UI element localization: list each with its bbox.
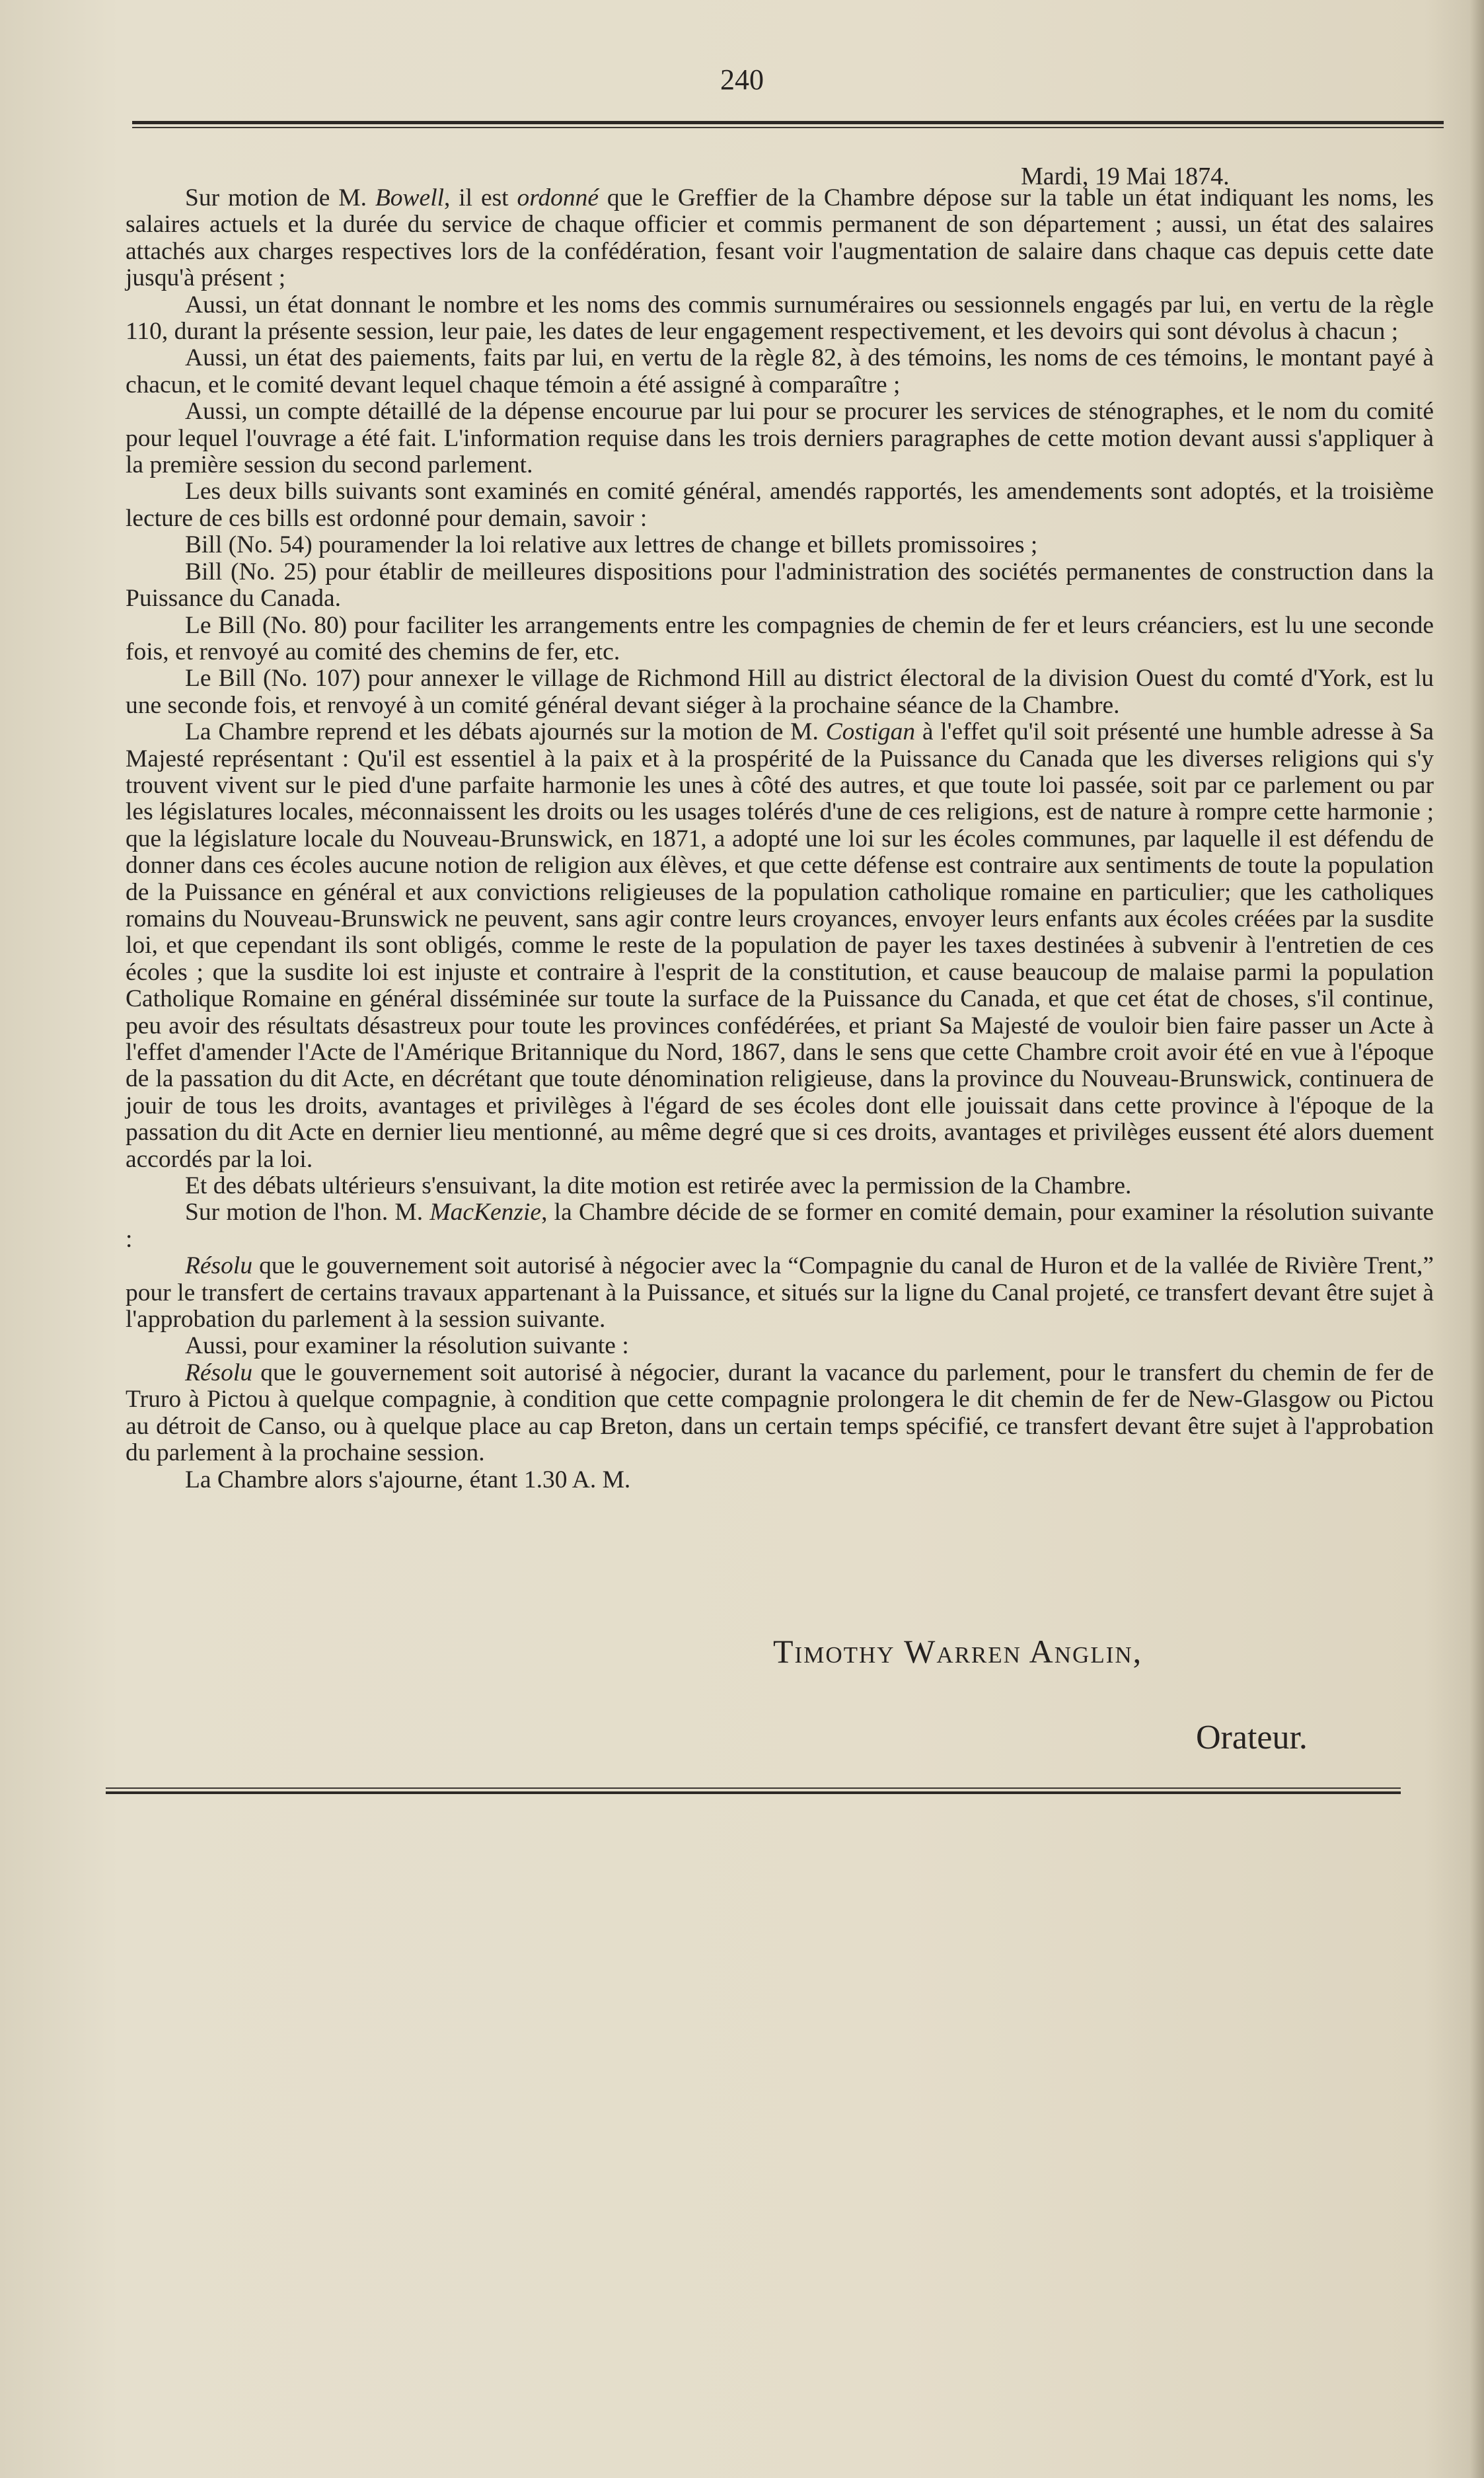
text-run: que le gouvernement soit autorisé à négocier, durant la vacance du parlement, pour le transfert du chemin de fer de Truro à Pictou à quelque compagnie, à condition que cette compagnie prolongera le dit chemin de fer de New-Glasgow ou Pictou au détroit de Canso, ou à quelque place au cap Breton, dans un certain temps spécifié, ce transfert devant être sujet à l'approbation du parlement à la prochaine session.	[126, 1359, 1434, 1467]
paragraph-resolution-pictou	[126, 1360, 1434, 1467]
paragraph-motion-retiree: Et des débats ultérieurs s'ensuivant, la dite motion est retirée avec la permission de la Chambre.	[185, 1172, 1132, 1200]
text-run: Sur motion de l'hon. M.	[185, 1199, 430, 1226]
paragraph-surnumeraires: Aussi, un état donnant le nombre et les noms des commis surnuméraires ou sessionnels engagés par lui, en vertu de la règle 110, durant la présente session, leur paie, les dates de leur engagement respectivement, et les devoirs qui sont dévolus à chacun ;	[126, 291, 1434, 346]
paragraph-bill-54: Bill (No. 54) pouramender la loi relative aux lettres de change et billets promissoires ;	[185, 531, 1038, 559]
paragraph-bill-25: Bill (No. 25) pour établir de meilleures dispositions pour l'administration des sociétés permanentes de construction dans la Puissance du Canada.	[126, 558, 1434, 613]
paragraph-bill-107: Le Bill (No. 107) pour annexer le village de Richmond Hill au district électoral de la division Ouest du comté d'York, est lu une seconde fois, et renvoyé à un comité général devant siéger à la prochaine séance de la Chambre.	[126, 665, 1434, 719]
text-run: , il est	[444, 184, 517, 211]
paragraph-aussi-examiner: Aussi, pour examiner la résolution suivante :	[185, 1332, 629, 1360]
member-name: MacKenzie	[429, 1199, 542, 1226]
paragraph-costigan-motion	[126, 719, 1434, 1173]
text-run: que le gouvernement soit autorisé à négocier avec la “Compagnie du canal de Huron et de la vallée de Rivière Trent,” pour le transfert de certains travaux appartenant à la Puissance, et situés sur la ligne du Canal projeté, ce transfert devant être sujet à l'approbation du parlement à la session suivante.	[126, 1252, 1434, 1333]
paragraph-temoins: Aussi, un état des paiements, faits par lui, en vertu de la règle 82, à des témoins, les noms de ces témoins, le montant payé à chacun, et le comité devant lequel chaque témoin a été assigné à comparaître ;	[126, 344, 1434, 398]
italic-term: Résolu	[185, 1252, 253, 1280]
footer-rule-thin	[106, 1787, 1401, 1789]
paragraph-stenographes: Aussi, un compte détaillé de la dépense encourue par lui pour se procurer les services de sténographes, et le nom du comité pour lequel l'ouvrage a été fait. L'information requise dans les trois derniers paragraphes de cette motion devant aussi s'appliquer à la première session du second parlement.	[126, 398, 1434, 479]
footer-rule	[106, 1787, 1401, 1797]
text-run: , la Chambre décide de se former en comité demain, pour examiner la résolution suivante :	[126, 1199, 1434, 1253]
journal-body	[126, 185, 1434, 1493]
text-run: que le Greffier de la Chambre dépose sur la table un état indiquant les noms, les salaires actuels et la durée du service de chaque officier et commis permanent de son département ; aussi, un état des salaires attachés aux charges respectives lors de la confédération, fesant voir l'augmentation de salaire dans chaque cas depuis cette date jusqu'à présent ;	[126, 184, 1434, 292]
paragraph-mackenzie-motion	[126, 1199, 1434, 1253]
text-run: Sur motion de M.	[185, 184, 375, 211]
header-rule-thick	[132, 121, 1444, 124]
header-rule-thin	[132, 127, 1444, 128]
session-date: Mardi, 19 Mai 1874.	[1021, 163, 1230, 190]
paragraph-bills-comite: Les deux bills suivants sont examinés en comité général, amendés rapportés, les amendements sont adoptés, et la troisième lecture de ces bills est ordonné pour demain, savoir :	[126, 478, 1434, 532]
speaker-title: Orateur.	[1196, 1719, 1308, 1756]
paragraph-bowell-motion	[126, 185, 1434, 292]
page-edge	[1469, 0, 1484, 2478]
speaker-signature: Timothy Warren Anglin,	[773, 1633, 1143, 1670]
text-run: à l'effet qu'il soit présenté une humble adresse à Sa Majesté représentant : Qu'il est essentiel à la paix et à la prospérité de la Puissance du Canada que les diverses religions qui s'y trouvent vivent sur le pied d'une parfaite harmonie les unes à côté des autres, et que toute loi passée, soit par ce parlement ou par les législatures locales, méconnaissent les droits ou les usages tolérés d'une de ces religions, est de nature à rompre cette harmonie ; que la législature locale du Nouveau-Brunswick, en 1871, a adopté une loi sur les écoles communes, par laquelle il est défendu de donner dans ces écoles aucune notion de religion aux élèves, et que cette défense est contraire aux sentiments de toute la population de la Puissance en général et aux convictions religieuses de la population catholique romaine en particulier; que les catholiques romains du Nouveau-Brunswick ne peuvent, sans agir contre leurs croyances, envoyer leurs enfants aux écoles créées par la susdite loi, et que cependant ils sont obligés, comme le reste de la population de payer les taxes destinées à subvenir à l'entretien de ces écoles ; que la susdite loi est injuste et contraire à l'esprit de la constitution, et cause beaucoup de malaise parmi la population Catholique Romaine en général disséminée sur toute la surface de la Puissance du Canada, et que cet état de choses, s'il continue, peu avoir des résultats désastreux pour toute les provinces confédérées, et priant Sa Majesté de vouloir bien faire passer un Acte à l'effet d'amender l'Acte de l'Amérique Britannique du Nord, 1867, dans le sens que cette Chambre croit avoir été en vue à l'époque de la passation du dit Acte, en décrétant que toute dénomination religieuse, dans la province du Nouveau-Brunswick, continuera de jouir de tous les droits, avantages et privilèges à l'égard de ses écoles dont elle jouissait dans cette province à l'époque de la passation du dit Acte en dernier lieu mentionné, au même degré que si ces droits, avantages et privilèges eussent été alors duement accordés par la loi.	[126, 718, 1434, 1173]
member-name: Bowell	[375, 184, 445, 211]
header-rule	[132, 120, 1444, 130]
paragraph-resolution-trent	[126, 1253, 1434, 1333]
italic-term: Résolu	[185, 1359, 253, 1386]
page-number: 240	[720, 63, 764, 96]
paragraph-bill-80: Le Bill (No. 80) pour faciliter les arrangements entre les compagnies de chemin de fer et leurs créanciers, est lu une seconde fois, et renvoyé au comité des chemins de fer, etc.	[126, 611, 1434, 665]
text-run: La Chambre reprend et les débats ajournés sur la motion de M.	[185, 718, 826, 746]
member-name: Costigan	[825, 718, 916, 746]
italic-term: ordonné	[517, 184, 599, 211]
footer-rule-thick	[106, 1791, 1401, 1794]
paragraph-ajournement: La Chambre alors s'ajourne, étant 1.30 A. M.	[185, 1466, 631, 1493]
